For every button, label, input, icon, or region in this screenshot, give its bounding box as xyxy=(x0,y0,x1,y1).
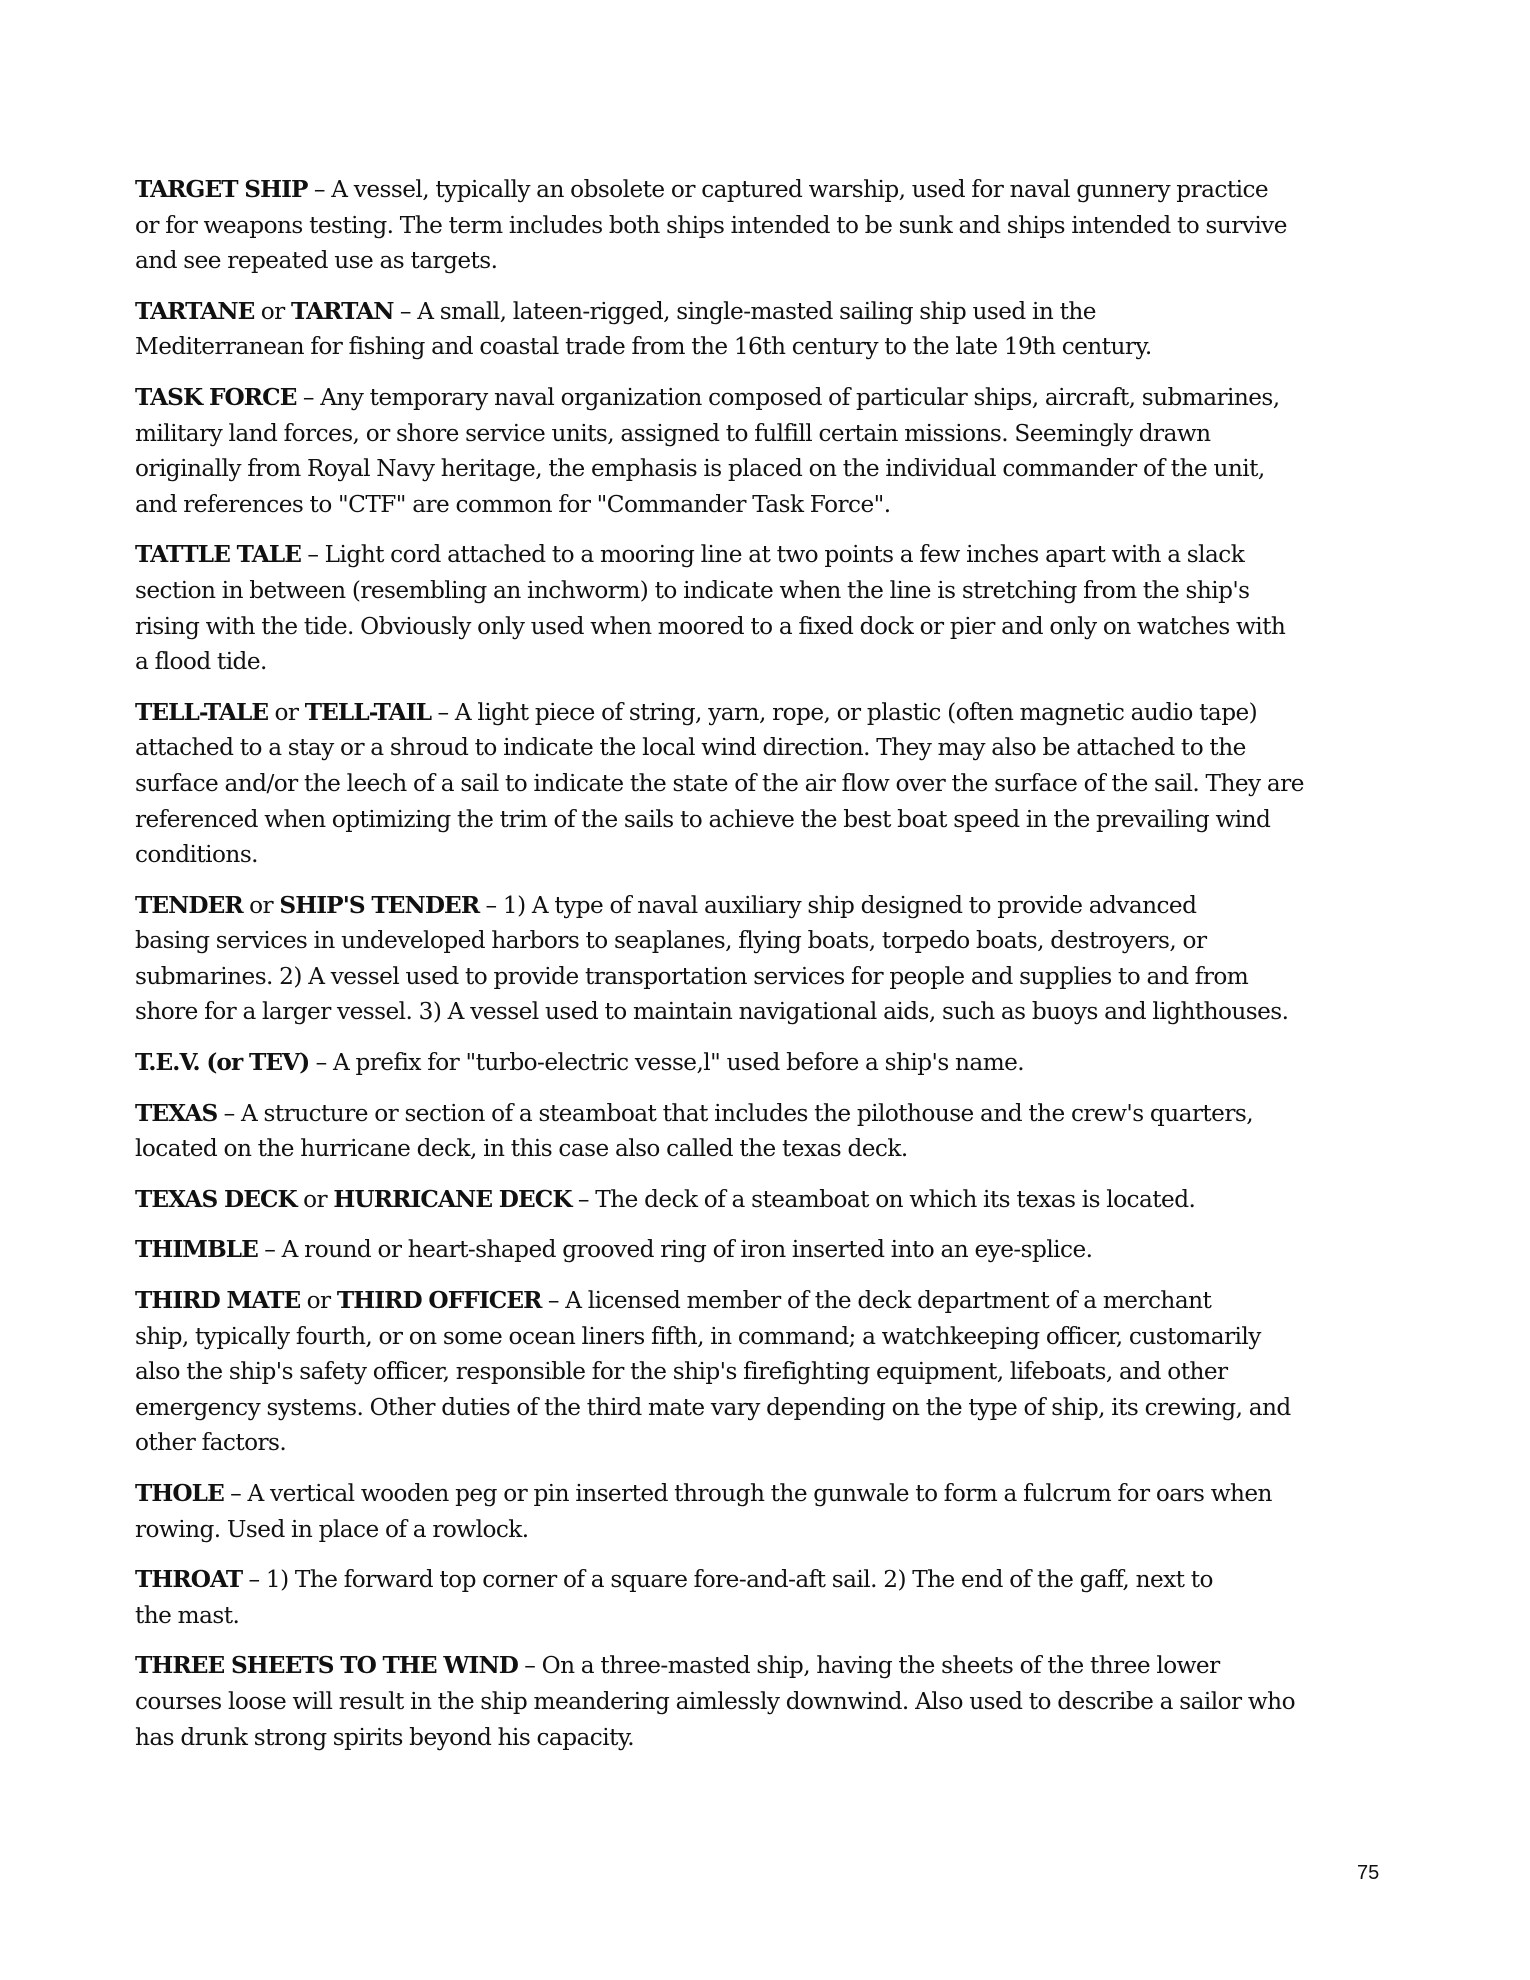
entry-line xyxy=(135,1232,1405,1268)
alt-term: HURRICANE DECK xyxy=(333,1185,572,1213)
entry-line: section in between (resembling an inchworm) to indicate when the line is stretching from the ship's xyxy=(135,576,1250,604)
glossary-entry-task-force xyxy=(135,380,1405,522)
term: THIRD MATE xyxy=(135,1287,301,1315)
glossary-entry-third-mate xyxy=(135,1283,1405,1461)
glossary-entry-thole xyxy=(135,1476,1405,1547)
term: THIMBLE xyxy=(135,1236,258,1264)
glossary-entry-tender xyxy=(135,888,1405,1030)
page-number: 75 xyxy=(1357,1862,1380,1884)
definition-text: – The deck of a steamboat on which its texas is located. xyxy=(571,1185,1196,1213)
glossary-entry-throat xyxy=(135,1562,1405,1633)
entry-line xyxy=(135,1045,1405,1081)
definition-text: – A prefix for "turbo-electric vesse,l" used before a ship's name. xyxy=(309,1049,1025,1077)
entry-line xyxy=(135,1476,1405,1512)
definition-text: – 1) The forward top corner of a square fore-and-aft sail. 2) The end of the gaff, next to xyxy=(242,1566,1213,1594)
entry-line xyxy=(135,1648,1405,1684)
entry-line: ship, typically fourth, or on some ocean liners fifth, in command; a watchkeeping officer, customarily xyxy=(135,1322,1261,1350)
term: TENDER xyxy=(135,891,243,919)
definition-text: – A light piece of string, yarn, rope, or plastic (often magnetic audio tape) xyxy=(431,698,1258,726)
entry-line: other factors. xyxy=(135,1429,287,1457)
glossary-entry-thimble xyxy=(135,1232,1405,1268)
entry-line: basing services in undeveloped harbors to seaplanes, flying boats, torpedo boats, destroyers, or xyxy=(135,927,1207,955)
definition-text: – On a three-masted ship, having the sheets of the three lower xyxy=(517,1652,1220,1680)
entry-line: a flood tide. xyxy=(135,648,267,676)
entry-line xyxy=(135,1283,1405,1319)
entry-line: emergency systems. Other duties of the third mate vary depending on the type of ship, its crewing, and xyxy=(135,1393,1291,1421)
term: TASK FORCE xyxy=(135,383,297,411)
entry-line: submarines. 2) A vessel used to provide transportation services for people and supplies to and from xyxy=(135,962,1249,990)
entry-line xyxy=(135,1182,1405,1218)
definition-text: – A vertical wooden peg or pin inserted through the gunwale to form a fulcrum for oars when xyxy=(223,1480,1272,1507)
entry-line: conditions. xyxy=(135,841,258,869)
entry-line: Mediterranean for fishing and coastal trade from the 16th century to the late 19th century. xyxy=(135,333,1152,361)
entry-line xyxy=(135,695,1405,731)
term: TATTLE TALE xyxy=(135,541,301,569)
term-connector: or xyxy=(268,698,305,726)
term: TEXAS DECK xyxy=(135,1185,297,1213)
entry-line xyxy=(135,1096,1405,1132)
term-connector: or xyxy=(254,297,291,325)
entry-line xyxy=(135,1562,1405,1598)
term: THROAT xyxy=(135,1566,243,1594)
entry-line: attached to a stay or a shroud to indicate the local wind direction. They may also be attached to the xyxy=(135,734,1246,762)
glossary-entry-tattle-tale xyxy=(135,537,1405,679)
definition-text: – Light cord attached to a mooring line at two points a few inches apart with a slack xyxy=(301,541,1245,569)
entry-line: the mast. xyxy=(135,1601,240,1629)
term: THREE SHEETS TO THE WIND xyxy=(135,1652,518,1680)
alt-term: TARTAN xyxy=(290,297,394,325)
definition-text: – A round or heart-shaped grooved ring of iron inserted into an eye-splice. xyxy=(257,1236,1093,1264)
term: TARTANE xyxy=(135,297,255,325)
entry-line: also the ship's safety officer, responsible for the ship's firefighting equipment, lifeboats, and other xyxy=(135,1358,1228,1386)
term-connector: or xyxy=(300,1287,337,1315)
entry-line xyxy=(135,888,1405,924)
glossary-entry-texas xyxy=(135,1096,1405,1167)
glossary-entry-three-sheets-to-the-wind xyxy=(135,1648,1405,1755)
term: TELL-TALE xyxy=(135,698,269,726)
glossary-entry-tell-tale xyxy=(135,695,1405,873)
glossary-entry-texas-deck xyxy=(135,1182,1405,1218)
definition-text: – A small, lateen-rigged, single-masted sailing ship used in the xyxy=(393,297,1096,325)
definition-text: – A licensed member of the deck department of a merchant xyxy=(541,1287,1212,1315)
glossary-entry-target-ship xyxy=(135,172,1405,279)
entry-line: and references to "CTF" are common for "Commander Task Force". xyxy=(135,490,891,518)
entry-line: originally from Royal Navy heritage, the emphasis is placed on the individual commander of the unit, xyxy=(135,455,1265,483)
definition-text: – 1) A type of naval auxiliary ship designed to provide advanced xyxy=(479,891,1197,919)
alt-term: SHIP'S TENDER xyxy=(279,891,480,919)
entry-line xyxy=(135,537,1405,573)
term: THOLE xyxy=(135,1480,224,1507)
entry-line: military land forces, or shore service units, assigned to fulfill certain missions. Seemingly drawn xyxy=(135,419,1211,447)
entry-line: rising with the tide. Obviously only used when moored to a fixed dock or pier and only on watches with xyxy=(135,612,1286,640)
term: TARGET SHIP xyxy=(135,176,308,203)
entry-line xyxy=(135,380,1405,416)
entry-line: surface and/or the leech of a sail to indicate the state of the air flow over the surface of the sail. They are xyxy=(135,769,1304,797)
term-connector: or xyxy=(296,1185,334,1213)
entry-line: or for weapons testing. The term includes both ships intended to be sunk and ships intended to survive xyxy=(135,211,1287,239)
definition-text: – Any temporary naval organization composed of particular ships, aircraft, submarines, xyxy=(296,383,1280,411)
alt-term: THIRD OFFICER xyxy=(336,1287,542,1315)
definition-text: – A structure or section of a steamboat that includes the pilothouse and the crew's quarters, xyxy=(217,1099,1254,1127)
entry-line: and see repeated use as targets. xyxy=(135,247,498,275)
alt-term: TELL-TAIL xyxy=(304,698,432,726)
entry-line: located on the hurricane deck, in this case also called the texas deck. xyxy=(135,1135,908,1163)
glossary-entry-tev xyxy=(135,1045,1405,1081)
glossary-page xyxy=(135,172,1405,1770)
entry-line: referenced when optimizing the trim of the sails to achieve the best boat speed in the prevailing wind xyxy=(135,805,1271,833)
entry-line xyxy=(135,294,1405,330)
glossary-entry-tartane xyxy=(135,294,1405,365)
term: TEXAS xyxy=(135,1099,218,1127)
term-connector: or xyxy=(242,891,280,919)
entry-line: shore for a larger vessel. 3) A vessel used to maintain navigational aids, such as buoys and lighthouses. xyxy=(135,998,1289,1026)
definition-text: – A vessel, typically an obsolete or captured warship, used for naval gunnery practice xyxy=(307,176,1269,203)
entry-line: courses loose will result in the ship meandering aimlessly downwind. Also used to describe a sailor who xyxy=(135,1687,1295,1715)
term: T.E.V. (or TEV) xyxy=(135,1049,310,1077)
entry-line: has drunk strong spirits beyond his capacity. xyxy=(135,1723,635,1751)
entry-line: rowing. Used in place of a rowlock. xyxy=(135,1515,529,1543)
entry-line xyxy=(135,172,1405,208)
